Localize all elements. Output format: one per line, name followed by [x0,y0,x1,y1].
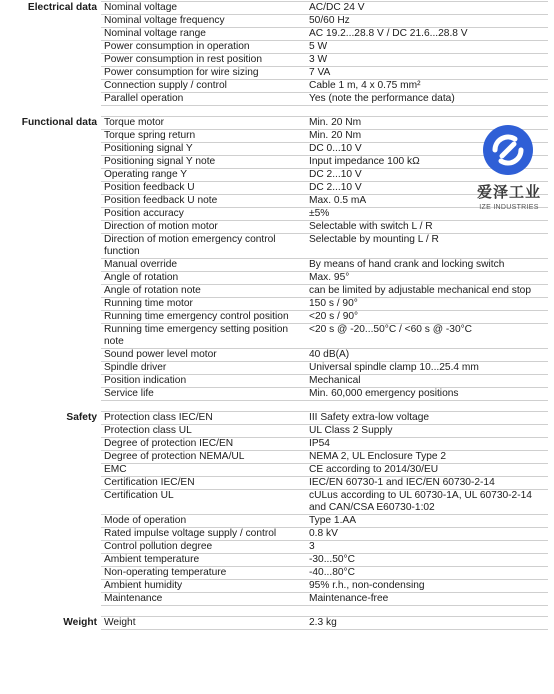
spec-label: Mode of operation [104,515,187,526]
spec-rows [101,411,548,606]
ize-logo-icon [482,124,534,176]
logo-name-en: IZE INDUSTRIES [479,204,539,211]
spec-label: Running time emergency control position [104,311,289,322]
spec-value: By means of hand crank and locking switch [309,259,505,270]
spec-label: Parallel operation [104,93,184,104]
spec-label: Degree of protection IEC/EN [104,438,234,449]
spec-value: Selectable with switch L / R [309,221,433,232]
spec-value: 3 [309,541,315,552]
spec-section [0,115,554,401]
spec-row [101,1,548,15]
spec-row [101,593,548,606]
spec-label: Maintenance [104,593,163,604]
spec-row [101,411,548,425]
spec-value: AC 19.2...28.8 V / DC 21.6...28.8 V [309,28,468,39]
spec-value: ±5% [309,208,330,219]
spec-row [101,425,548,438]
spec-value: 3 W [309,54,328,65]
spec-label: Sound power level motor [104,349,217,360]
spec-label: Power consumption for wire sizing [104,67,259,78]
spec-value: Selectable by mounting L / R [309,234,439,245]
spec-label: Ambient humidity [104,580,183,591]
spec-row [101,324,548,349]
spec-value: Max. 95° [309,272,350,283]
spec-row [101,464,548,477]
spec-label: Ambient temperature [104,554,200,565]
spec-value: DC 2...10 V [309,182,362,193]
spec-value: 2.3 kg [309,617,337,628]
spec-value: IP54 [309,438,330,449]
section-title: Electrical data [27,2,97,13]
spec-label: Position feedback U [104,182,195,193]
spec-value: UL Class 2 Supply [309,425,393,436]
spec-row [101,438,548,451]
spec-value: cULus according to UL 60730-1A, UL 60730-2-14 and CAN/CSA E60730-1:02 [309,490,532,513]
spec-value: Min. 60,000 emergency positions [309,388,459,399]
spec-label: Operating range Y [104,169,188,180]
spec-label: Positioning signal Y [104,143,193,154]
spec-row [101,41,548,54]
spec-row [101,451,548,464]
spec-label: Weight [104,617,136,628]
spec-section [0,0,554,106]
spec-label: Certification UL [104,490,174,501]
spec-label: Angle of rotation note [104,285,201,296]
spec-label: Position accuracy [104,208,184,219]
spec-label: Protection class UL [104,425,192,436]
spec-value: 0.8 kV [309,528,338,539]
spec-rows [101,616,548,630]
spec-label: Direction of motion emergency control function [104,234,276,257]
spec-value: Mechanical [309,375,361,386]
spec-label: Torque spring return [104,130,196,141]
spec-value: Min. 20 Nm [309,130,362,141]
spec-row [101,259,548,272]
spec-value: 7 VA [309,67,331,78]
spec-label: Nominal voltage range [104,28,206,39]
spec-label: Running time motor [104,298,193,309]
spec-section [0,410,554,606]
spec-row [101,567,548,580]
spec-value: <20 s @ -20...50°C / <60 s @ -30°C [309,324,473,335]
spec-row [101,285,548,298]
spec-value: <20 s / 90° [309,311,359,322]
spec-value: AC/DC 24 V [309,2,365,13]
spec-label: Connection supply / control [104,80,227,91]
spec-label: Nominal voltage frequency [104,15,225,26]
spec-value: Type 1.AA [309,515,357,526]
spec-label: Power consumption in rest position [104,54,262,65]
spec-label: Position indication [104,375,187,386]
spec-row [101,67,548,80]
spec-label: EMC [104,464,127,475]
spec-row [101,272,548,285]
spec-value: Max. 0.5 mA [309,195,367,206]
spec-section [0,615,554,630]
spec-value: Maintenance-free [309,593,389,604]
spec-row [101,375,548,388]
spec-label: Running time emergency setting position note [104,324,289,347]
spec-value: Min. 20 Nm [309,117,362,128]
spec-label: Degree of protection NEMA/UL [104,451,245,462]
company-logo [472,124,546,224]
spec-row [101,541,548,554]
spec-value: 50/60 Hz [309,15,350,26]
spec-value: -30...50°C [309,554,355,565]
spec-row [101,298,548,311]
section-title: Functional data [21,117,97,128]
spec-label: Certification IEC/EN [104,477,195,488]
spec-value: -40...80°C [309,567,355,578]
spec-label: Manual override [104,259,178,270]
section-title: Weight [63,617,97,628]
logo-name-cn: 爱泽工业 [476,183,541,201]
spec-label: Spindle driver [104,362,167,373]
spec-row [101,554,548,567]
spec-row [101,54,548,67]
spec-label: Rated impulse voltage supply / control [104,528,277,539]
spec-label: Protection class IEC/EN [104,412,213,423]
spec-value: 150 s / 90° [309,298,358,309]
spec-label: Angle of rotation [104,272,179,283]
spec-value: 5 W [309,41,328,52]
spec-value: Yes (note the performance data) [309,93,455,104]
spec-value: NEMA 2, UL Enclosure Type 2 [309,451,447,462]
spec-value: IEC/EN 60730-1 and IEC/EN 60730-2-14 [309,477,495,488]
spec-row [101,80,548,93]
spec-row [101,15,548,28]
spec-rows [101,1,548,106]
spec-value: Cable 1 m, 4 x 0.75 mm² [309,80,421,91]
spec-row [101,234,548,259]
spec-label: Service life [104,388,154,399]
spec-row [101,477,548,490]
spec-row [101,349,548,362]
spec-row [101,616,548,630]
spec-label: Control pollution degree [104,541,213,552]
section-title: Safety [66,412,97,423]
spec-row [101,311,548,324]
spec-value: DC 0...10 V [309,143,362,154]
spec-row [101,388,548,401]
spec-label: Direction of motion motor [104,221,218,232]
spec-value: III Safety extra-low voltage [309,412,430,423]
spec-label: Power consumption in operation [104,41,250,52]
spec-label: Torque motor [104,117,165,128]
spec-value: CE according to 2014/30/EU [309,464,439,475]
spec-label: Positioning signal Y note [104,156,216,167]
spec-row [101,528,548,541]
spec-value: DC 2...10 V [309,169,362,180]
spec-row [101,28,548,41]
spec-label: Nominal voltage [104,2,178,13]
spec-label: Non-operating temperature [104,567,227,578]
spec-row [101,580,548,593]
spec-row [101,362,548,375]
spec-value: Input impedance 100 kΩ [309,156,420,167]
spec-row [101,515,548,528]
spec-value: 40 dB(A) [309,349,350,360]
spec-value: 95% r.h., non-condensing [309,580,425,591]
spec-row [101,93,548,106]
spec-value: can be limited by adjustable mechanical end stop [309,285,531,296]
spec-label: Position feedback U note [104,195,218,206]
spec-value: Universal spindle clamp 10...25.4 mm [309,362,479,373]
spec-row [101,490,548,515]
